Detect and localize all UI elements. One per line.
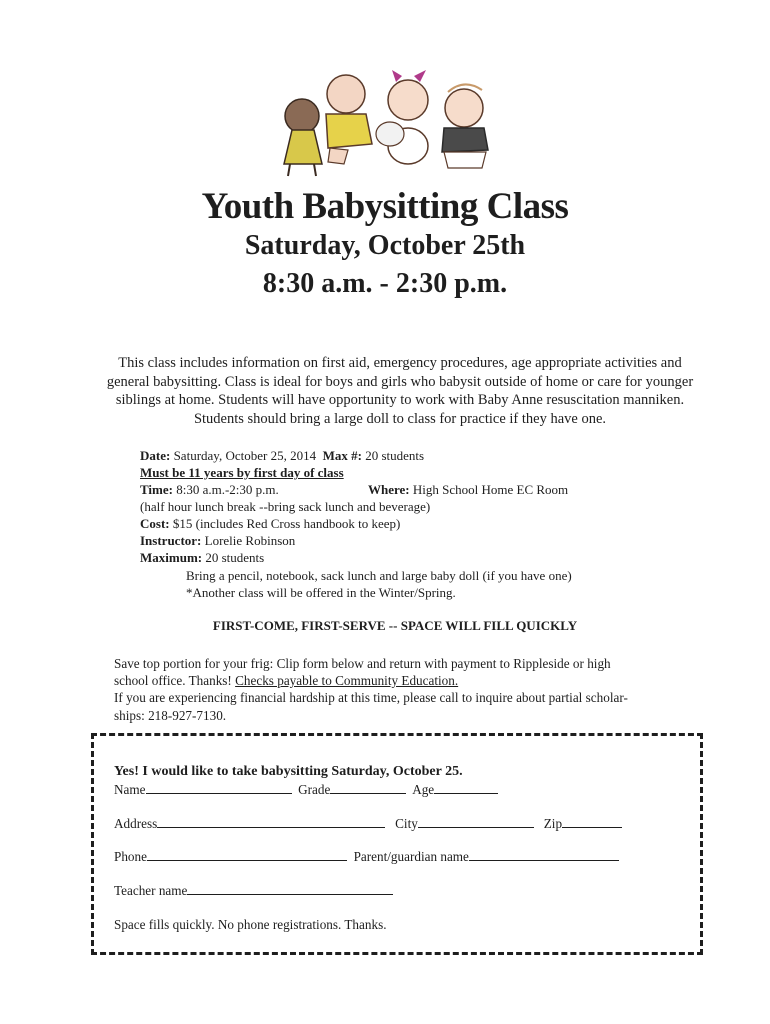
date-value: Saturday, October 25, 2014 [173, 448, 317, 463]
intro-line: Students should bring a large doll to class for practice if they have one. [193, 410, 607, 427]
checks-payable-note: Checks payable to Community Education. [235, 673, 459, 688]
age-requirement: Must be 11 years by first day of class [140, 465, 344, 480]
where-value: High School Home EC Room [412, 482, 569, 497]
baby-figure-3 [376, 70, 428, 164]
time-value: 8:30 a.m.-2:30 p.m. [176, 482, 279, 497]
where-label: Where: [368, 482, 410, 497]
baby-figure-1 [284, 99, 322, 176]
address-label: Address [114, 816, 158, 831]
intro-line: siblings at home. Students will have opportunity to work with Baby Anne resuscitation manniken. [115, 392, 685, 408]
parent-label: Parent/guardian name [353, 849, 469, 864]
bring-note: Bring a pencil, notebook, sack lunch and large baby doll (if you have one) [186, 568, 572, 583]
intro-paragraph [90, 354, 710, 428]
time-label: Time: [140, 482, 173, 497]
page-title: Youth Babysitting Class [201, 186, 569, 227]
teacher-label: Teacher name [114, 883, 188, 898]
form-row-name [114, 782, 498, 798]
instructions-line [114, 672, 458, 689]
grade-field[interactable] [330, 782, 406, 794]
lunch-note: (half hour lunch break --bring sack lunch and beverage) [140, 499, 431, 514]
instructor-value: Lorelie Robinson [204, 533, 296, 548]
time-row [140, 481, 279, 498]
age-label: Age [412, 782, 435, 797]
form-footer-note: Space fills quickly. No phone registrations. Thanks. [114, 917, 387, 932]
cost-label: Cost: [140, 516, 170, 531]
name-field[interactable] [146, 782, 292, 794]
teacher-field[interactable] [187, 883, 393, 895]
form-heading: Yes! I would like to take babysitting Saturday, October 25. [114, 764, 463, 779]
parent-field[interactable] [469, 849, 619, 861]
class-time-heading: 8:30 a.m. - 2:30 p.m. [262, 268, 508, 299]
maximum-label: Maximum: [140, 550, 203, 565]
instructions-line: If you are experiencing financial hardship at this time, please call to inquire about partial scholar- [114, 690, 628, 705]
form-row-phone [114, 849, 619, 865]
babies-illustration-icon [268, 64, 498, 184]
another-class-note: *Another class will be offered in the Winter/Spring. [186, 585, 456, 600]
scholarship-phone: ships: 218-927-7130. [114, 708, 227, 723]
baby-figure-2 [326, 75, 372, 164]
city-field[interactable] [418, 816, 534, 828]
cost-row [140, 515, 400, 532]
class-date-heading: Saturday, October 25th [244, 230, 526, 261]
where-row [368, 481, 568, 498]
grade-label: Grade [298, 782, 331, 797]
cost-value: $15 (includes Red Cross handbook to keep) [172, 516, 401, 531]
date-label: Date: [140, 448, 171, 463]
city-label: City [395, 816, 418, 831]
instructions-line: Save top portion for your frig: Clip form below and return with payment to Rippleside or high [114, 656, 611, 671]
form-row-address [114, 816, 622, 832]
instructions-text: school office. Thanks! [114, 673, 236, 688]
zip-label: Zip [543, 816, 563, 831]
phone-label: Phone [114, 849, 147, 864]
baby-figure-4 [442, 84, 488, 168]
zip-field[interactable] [562, 816, 622, 828]
max-value: 20 students [365, 448, 425, 463]
intro-line: general babysitting. Class is ideal for boys and girls who babysit outside of home or care for younger [106, 373, 694, 390]
maximum-value: 20 students [205, 550, 265, 565]
intro-line: This class includes information on first aid, emergency procedures, age appropriate activities and [118, 355, 682, 371]
date-row [140, 447, 424, 464]
capacity-notice: FIRST-COME, FIRST-SERVE -- SPACE WILL FILL QUICKLY [212, 618, 578, 633]
instructor-row [140, 532, 295, 549]
address-field[interactable] [157, 816, 385, 828]
phone-field[interactable] [147, 849, 347, 861]
max-label: Max #: [322, 448, 362, 463]
age-field[interactable] [434, 782, 498, 794]
form-row-teacher [114, 883, 393, 899]
instructor-label: Instructor: [140, 533, 202, 548]
name-label: Name [114, 782, 146, 797]
maximum-row [140, 549, 264, 566]
